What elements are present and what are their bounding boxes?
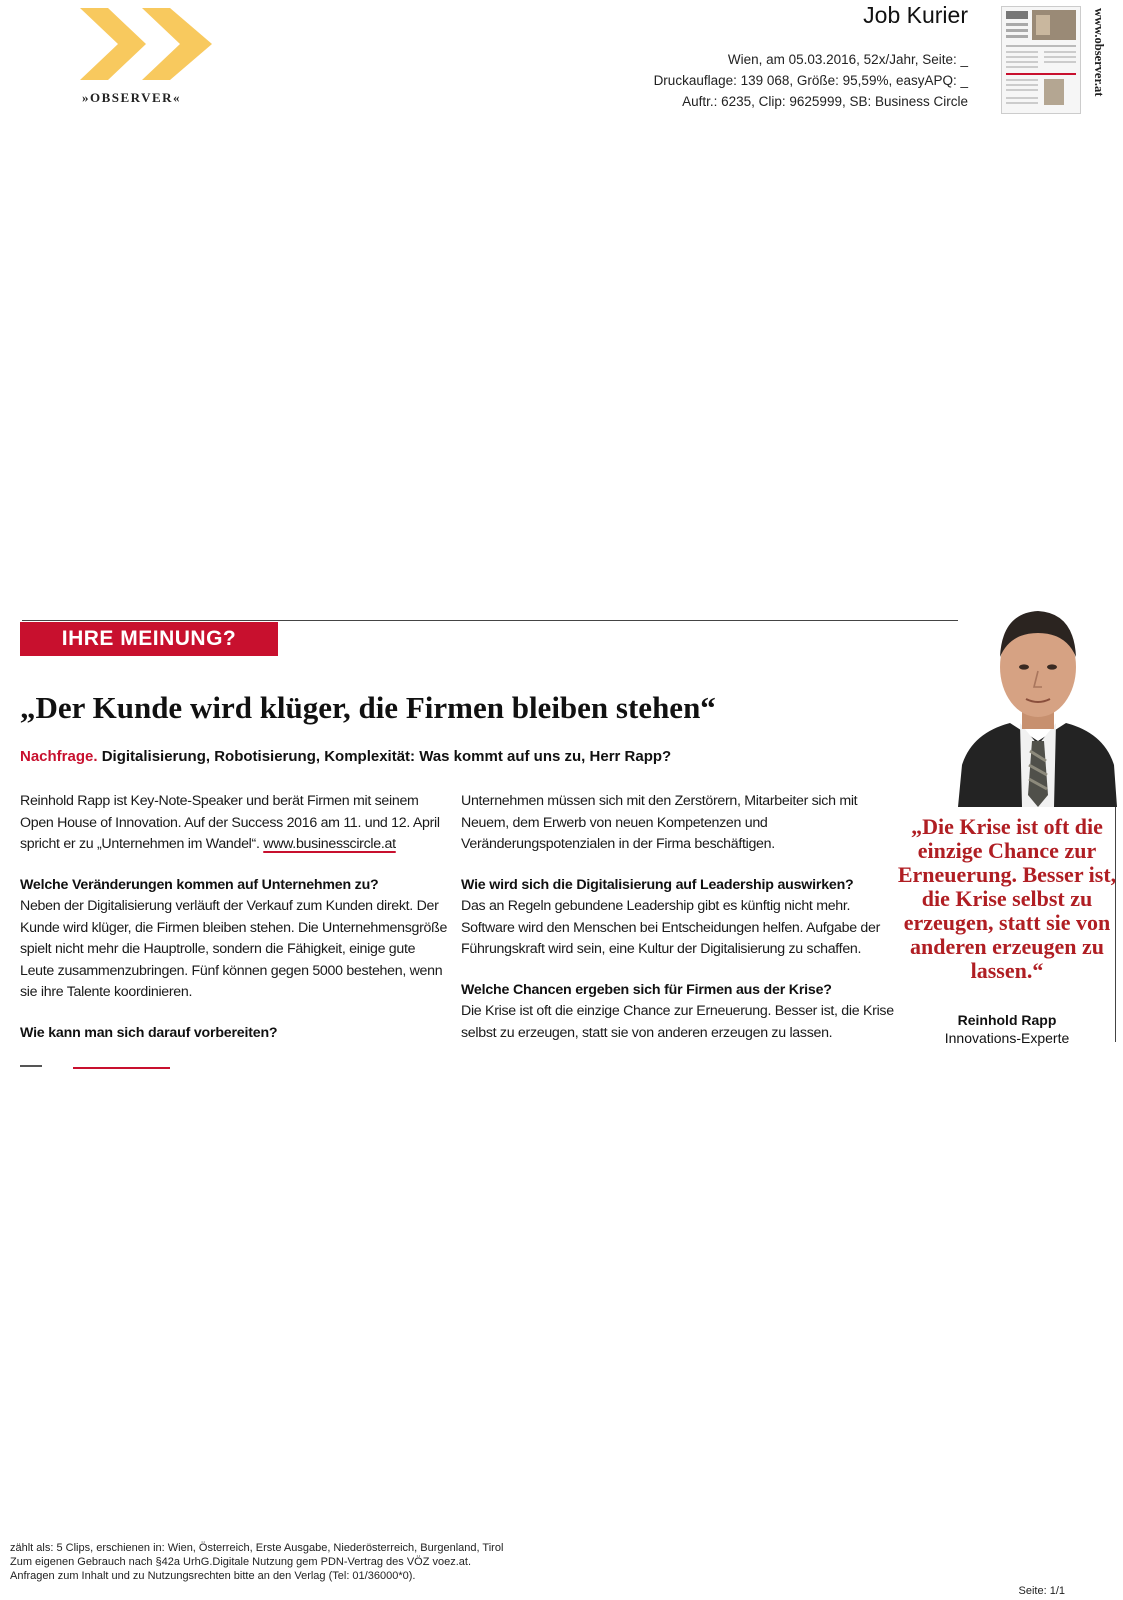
article-headline: „Der Kunde wird klüger, die Firmen bleiben stehen“ [20, 690, 716, 725]
intro-paragraph [20, 791, 450, 856]
footer-contact-line: Anfragen zum Inhalt und zu Nutzungsrechten bitte an den Verlag (Tel: 01/36000*0). [10, 1570, 416, 1582]
quote-author-role: Innovations-Experte [944, 1030, 1070, 1046]
meta-order-line: Auftr.: 6235, Clip: 9625999, SB: Business Circle [682, 94, 968, 109]
subhead-label: Nachfrage. [20, 748, 98, 765]
continuation-dash [20, 1065, 42, 1067]
article-subhead [20, 748, 671, 765]
article-column-middle [461, 791, 901, 1063]
website-vertical-text [1082, 6, 1106, 114]
question-3: Wie wird sich die Digitalisierung auf Leadership auswirken? [461, 876, 854, 893]
observer-logo-icon [78, 4, 218, 84]
subhead-text: Digitalisierung, Robotisierung, Komplexität: Was kommt auf uns zu, Herr Rapp? [97, 748, 672, 765]
answer-1: Neben der Digitalisierung verläuft der Verkauf zum Kunden direkt. Der Kunde wird klüger, die Firmen bleiben stehen. Die Unternehmensgröße spielt nicht mehr die Hauptrolle, sondern die Fähigkeit, einige gute Leute zusammenzubringen. Fünf können gegen 5000 bestehen, wenn sie ihre Talente koordinieren. [20, 898, 448, 1000]
website-vertical-label: www.observer.at [1092, 8, 1106, 97]
publication-name: Job Kurier [863, 2, 968, 28]
red-rule-stub [73, 1067, 170, 1069]
logo-text: »OBSERVER« [82, 90, 182, 105]
question-1: Welche Veränderungen kommen auf Unternehmen zu? [20, 876, 379, 893]
kicker-label: IHRE MEINUNG? [20, 622, 278, 656]
answer-2: Unternehmen müssen sich mit den Zerstörern, Mitarbeiter sich mit Neuem, dem Erwerb von neuen Kompetenzen und Veränderungspotenzialen in der Firma beschäftigen. [461, 793, 858, 852]
footer-usage-line: Zum eigenen Gebrauch nach §42a UrhG.Digitale Nutzung gem PDN-Vertrag des VÖZ voez.at. [10, 1556, 472, 1568]
page-number: Seite: 1/1 [1018, 1585, 1065, 1597]
meta-circulation-line: Druckauflage: 139 068, Größe: 95,59%, easyAPQ: _ [653, 73, 968, 88]
intro-text: Reinhold Rapp ist Key-Note-Speaker und berät Firmen mit seinem Open House of Innovation. Auf der Success 2016 am 11. und 12. April spricht er zu „Unternehmen im Wandel“. [20, 793, 440, 852]
question-4: Welche Chancen ergeben sich für Firmen aus der Krise? [461, 981, 832, 998]
page-thumbnail [1001, 6, 1081, 114]
answer-4: Die Krise ist oft die einzige Chance zur Erneuerung. Besser ist, die Krise selbst zu erzeugen, statt sie von anderen erzeugen zu lassen. [461, 1003, 894, 1041]
article-top-rule [22, 620, 1117, 621]
article-column-left [20, 791, 450, 1044]
portrait-photo [958, 595, 1117, 807]
footer-clips-line: zählt als: 5 Clips, erschienen in: Wien, Österreich, Erste Ausgabe, Niederösterreich, Burgenland, Tirol [10, 1542, 504, 1554]
answer-3: Das an Regeln gebundene Leadership gibt es künftig nicht mehr. Software wird den Menschen bei Entscheidungen helfen. Aufgabe der Führungskraft wird sein, eine Kultur der Digitalisierung zu schaffen. [461, 898, 881, 957]
meta-date-line: Wien, am 05.03.2016, 52x/Jahr, Seite: _ [727, 52, 968, 67]
businesscircle-link[interactable]: www.businesscircle.at [263, 836, 396, 852]
quote-author: Reinhold Rapp [957, 1012, 1057, 1028]
question-2: Wie kann man sich darauf vorbereiten? [20, 1024, 278, 1041]
pull-quote: „Die Krise ist oft die einzige Chance zur Erneuerung. Besser ist, die Krise selbst zu erzeugen, statt sie von anderen erzeugen zu lassen.“ [897, 814, 1117, 983]
